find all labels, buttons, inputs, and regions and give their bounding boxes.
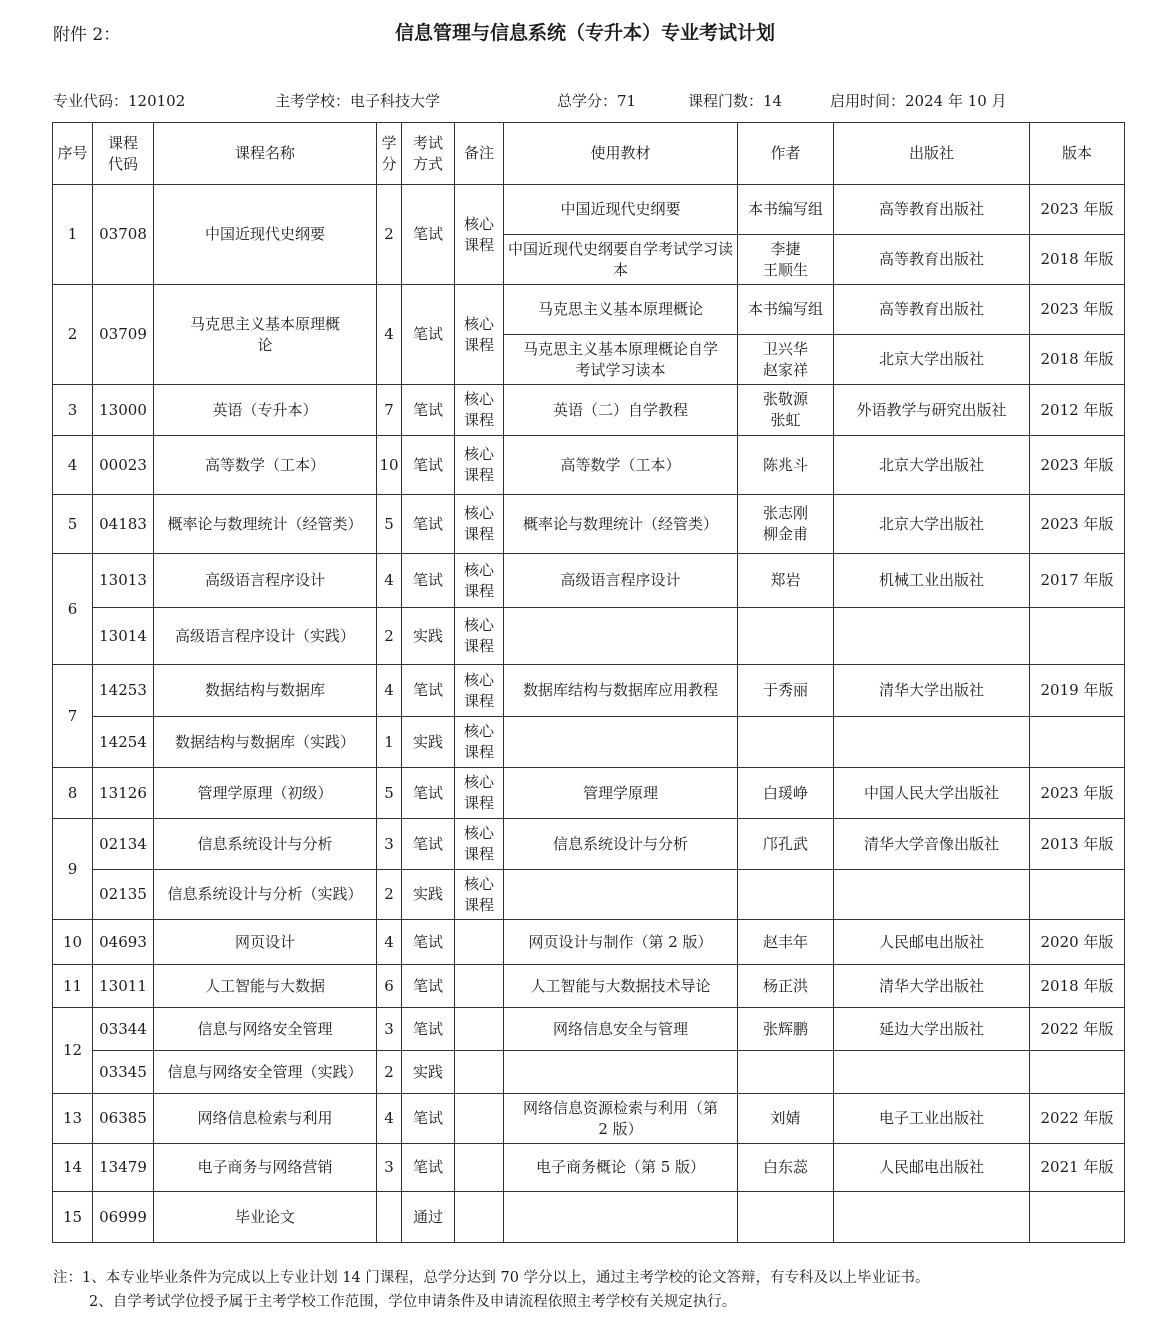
cell-author: 卫兴华 赵家祥 [738,335,834,385]
cell-exam-type: 通过 [402,1192,455,1243]
course-count: 课程门数：14 [688,92,783,110]
cell-publisher: 人民邮电出版社 [834,920,1030,965]
cell-author: 于秀丽 [738,665,834,717]
cell-course-code: 04183 [93,495,154,554]
cell-author: 邝孔武 [738,819,834,870]
cell-course-name: 概率论与数理统计（经管类） [154,495,377,554]
cell-exam-type: 笔试 [402,185,455,285]
cell-author: 张辉鹏 [738,1008,834,1051]
cell-remark: 核心 课程 [455,819,504,870]
cell-edition: 2023 年版 [1030,436,1125,495]
cell-credit: 5 [377,495,402,554]
cell-course-name: 信息与网络安全管理（实践） [154,1051,377,1094]
cell-exam-type: 笔试 [402,554,455,608]
cell-exam-type: 笔试 [402,436,455,495]
cell-credit: 3 [377,819,402,870]
cell-course-name: 管理学原理（初级） [154,768,377,819]
cell-credit: 4 [377,554,402,608]
cell-exam-type: 笔试 [402,920,455,965]
cell-exam-type: 实践 [402,870,455,920]
cell-edition: 2018 年版 [1030,235,1125,285]
cell-author: 杨正洪 [738,965,834,1008]
cell-textbook: 中国近现代史纲要 [504,185,738,235]
cell-credit: 4 [377,285,402,385]
cell-no: 6 [53,554,93,665]
cell-textbook: 网络信息安全与管理 [504,1008,738,1051]
cell-exam-type: 实践 [402,717,455,768]
cell-edition: 2022 年版 [1030,1008,1125,1051]
cell-exam-type: 笔试 [402,385,455,436]
table-row [53,717,1125,768]
cell-edition: 2018 年版 [1030,965,1125,1008]
cell-author: 本书编写组 [738,285,834,335]
cell-textbook: 管理学原理 [504,768,738,819]
cell-publisher: 北京大学出版社 [834,335,1030,385]
cell-textbook: 马克思主义基本原理概论 [504,285,738,335]
cell-author [738,717,834,768]
attachment-label: 附件 2： [53,25,121,45]
cell-exam-type: 笔试 [402,1008,455,1051]
cell-edition: 2019 年版 [1030,665,1125,717]
cell-course-code: 13013 [93,554,154,608]
cell-credit: 7 [377,385,402,436]
cell-textbook: 信息系统设计与分析 [504,819,738,870]
cell-course-code: 13000 [93,385,154,436]
cell-textbook [504,1051,738,1094]
cell-course-code: 13126 [93,768,154,819]
cell-course-code: 06999 [93,1192,154,1243]
cell-remark: 核心 课程 [455,495,504,554]
table-row [53,1144,1125,1192]
col-header-name: 课程名称 [154,123,377,185]
cell-publisher: 清华大学音像出版社 [834,819,1030,870]
col-header-author: 作者 [738,123,834,185]
cell-textbook: 人工智能与大数据技术导论 [504,965,738,1008]
cell-publisher [834,1051,1030,1094]
table-row [53,608,1125,665]
cell-exam-type: 笔试 [402,665,455,717]
cell-course-name: 高级语言程序设计 [154,554,377,608]
table-row [53,870,1125,920]
table-row [53,1192,1125,1243]
cell-remark [455,1144,504,1192]
cell-edition: 2023 年版 [1030,185,1125,235]
cell-edition: 2020 年版 [1030,920,1125,965]
cell-textbook: 高级语言程序设计 [504,554,738,608]
cell-author: 白东蕊 [738,1144,834,1192]
cell-no: 9 [53,819,93,920]
cell-author: 郑岩 [738,554,834,608]
cell-exam-type: 实践 [402,1051,455,1094]
cell-credit: 2 [377,1051,402,1094]
cell-course-name: 信息系统设计与分析 [154,819,377,870]
cell-no: 4 [53,436,93,495]
exam-plan-table [52,122,1125,1243]
cell-author [738,1192,834,1243]
cell-remark: 核心 课程 [455,554,504,608]
cell-edition: 2012 年版 [1030,385,1125,436]
cell-course-name: 数据结构与数据库（实践） [154,717,377,768]
cell-author [738,870,834,920]
cell-publisher: 高等教育出版社 [834,185,1030,235]
cell-course-name: 信息与网络安全管理 [154,1008,377,1051]
cell-course-code: 03344 [93,1008,154,1051]
major-code: 专业代码：120102 [53,92,186,110]
table-row [53,436,1125,495]
table-row [53,285,1125,335]
table-row [53,1094,1125,1144]
cell-credit: 5 [377,768,402,819]
cell-no: 12 [53,1008,93,1094]
cell-credit: 2 [377,185,402,285]
cell-remark: 核心 课程 [455,385,504,436]
cell-course-code: 02134 [93,819,154,870]
cell-remark [455,1051,504,1094]
table-row [53,185,1125,235]
cell-remark [455,1008,504,1051]
cell-textbook: 网页设计与制作（第 2 版） [504,920,738,965]
cell-remark: 核心 课程 [455,436,504,495]
cell-author: 本书编写组 [738,185,834,235]
cell-course-code: 13479 [93,1144,154,1192]
col-header-code: 课程 代码 [93,123,154,185]
col-header-no: 序号 [53,123,93,185]
cell-course-code: 06385 [93,1094,154,1144]
cell-no: 2 [53,285,93,385]
cell-course-name: 毕业论文 [154,1192,377,1243]
cell-textbook [504,1192,738,1243]
cell-edition [1030,1051,1125,1094]
cell-publisher: 电子工业出版社 [834,1094,1030,1144]
cell-exam-type: 笔试 [402,495,455,554]
cell-remark [455,920,504,965]
cell-course-name: 高等数学（工本） [154,436,377,495]
cell-remark [455,1094,504,1144]
cell-publisher [834,1192,1030,1243]
cell-exam-type: 笔试 [402,285,455,385]
cell-textbook: 数据库结构与数据库应用教程 [504,665,738,717]
cell-course-code: 13014 [93,608,154,665]
cell-no: 10 [53,920,93,965]
cell-edition [1030,608,1125,665]
cell-no: 3 [53,385,93,436]
cell-credit: 3 [377,1008,402,1051]
table-row [53,768,1125,819]
cell-publisher [834,870,1030,920]
cell-publisher: 中国人民大学出版社 [834,768,1030,819]
cell-credit: 6 [377,965,402,1008]
cell-course-code: 02135 [93,870,154,920]
cell-credit: 3 [377,1144,402,1192]
cell-textbook [504,717,738,768]
cell-publisher: 清华大学出版社 [834,965,1030,1008]
cell-course-name: 中国近现代史纲要 [154,185,377,285]
cell-exam-type: 笔试 [402,965,455,1008]
cell-no: 13 [53,1094,93,1144]
cell-edition [1030,1192,1125,1243]
cell-credit: 2 [377,608,402,665]
cell-edition [1030,717,1125,768]
cell-remark: 核心 课程 [455,768,504,819]
cell-remark [455,1192,504,1243]
cell-exam-type: 实践 [402,608,455,665]
cell-author [738,1051,834,1094]
cell-publisher: 人民邮电出版社 [834,1144,1030,1192]
table-row [53,1051,1125,1094]
cell-exam-type: 笔试 [402,768,455,819]
cell-author [738,608,834,665]
cell-credit: 2 [377,870,402,920]
cell-publisher [834,717,1030,768]
header-row [53,123,1125,185]
cell-textbook: 马克思主义基本原理概论自学 考试学习读本 [504,335,738,385]
start-date: 启用时间：2024 年 10 月 [830,92,1007,110]
col-header-edition: 版本 [1030,123,1125,185]
cell-exam-type: 笔试 [402,819,455,870]
cell-remark: 核心 课程 [455,285,504,385]
cell-publisher: 清华大学出版社 [834,665,1030,717]
cell-course-code: 13011 [93,965,154,1008]
cell-textbook: 高等数学（工本） [504,436,738,495]
table-row [53,920,1125,965]
cell-course-name: 信息系统设计与分析（实践） [154,870,377,920]
col-header-textbook: 使用教材 [504,123,738,185]
cell-textbook [504,608,738,665]
cell-edition: 2023 年版 [1030,285,1125,335]
cell-publisher: 北京大学出版社 [834,436,1030,495]
cell-publisher: 北京大学出版社 [834,495,1030,554]
cell-edition: 2023 年版 [1030,768,1125,819]
cell-course-name: 电子商务与网络营销 [154,1144,377,1192]
cell-publisher [834,608,1030,665]
table-row [53,495,1125,554]
total-credits: 总学分：71 [557,92,637,110]
cell-edition [1030,870,1125,920]
cell-course-name: 高级语言程序设计（实践） [154,608,377,665]
table-row [53,819,1125,870]
cell-textbook [504,870,738,920]
cell-edition: 2013 年版 [1030,819,1125,870]
cell-remark: 核心 课程 [455,870,504,920]
note-line-2: 2、自学考试学位授予属于主考学校工作范围，学位申请条件及申请流程依照主考学校有关规定执行。 [89,1294,737,1310]
cell-no: 5 [53,495,93,554]
cell-remark: 核心 课程 [455,185,504,285]
col-header-exam: 考试 方式 [402,123,455,185]
cell-publisher: 延边大学出版社 [834,1008,1030,1051]
cell-no: 14 [53,1144,93,1192]
table-row [53,385,1125,436]
cell-course-name: 数据结构与数据库 [154,665,377,717]
cell-textbook: 英语（二）自学教程 [504,385,738,436]
cell-author: 张敬源 张虹 [738,385,834,436]
cell-course-code: 14254 [93,717,154,768]
note-line-1: 注：1、本专业毕业条件为完成以上专业计划 14 门课程，总学分达到 70 学分以上，通过主考学校的论文答辩，有专科及以上毕业证书。 [53,1270,930,1286]
cell-course-code: 14253 [93,665,154,717]
cell-no: 15 [53,1192,93,1243]
cell-publisher: 外语教学与研究出版社 [834,385,1030,436]
cell-course-code: 03708 [93,185,154,285]
cell-exam-type: 笔试 [402,1094,455,1144]
cell-author: 赵丰年 [738,920,834,965]
cell-credit: 4 [377,1094,402,1144]
cell-credit: 4 [377,665,402,717]
table-row [53,965,1125,1008]
cell-no: 8 [53,768,93,819]
cell-remark: 核心 课程 [455,717,504,768]
cell-author: 白瑗峥 [738,768,834,819]
col-header-remark: 备注 [455,123,504,185]
cell-exam-type: 笔试 [402,1144,455,1192]
cell-edition: 2018 年版 [1030,335,1125,385]
cell-credit: 10 [377,436,402,495]
cell-author: 张志刚 柳金甫 [738,495,834,554]
cell-edition: 2021 年版 [1030,1144,1125,1192]
cell-author: 李捷 王顺生 [738,235,834,285]
host-school: 主考学校：电子科技大学 [275,92,441,110]
cell-author: 陈兆斗 [738,436,834,495]
table-row [53,665,1125,717]
cell-course-code: 00023 [93,436,154,495]
cell-course-code: 03709 [93,285,154,385]
cell-course-name: 马克思主义基本原理概 论 [154,285,377,385]
cell-credit: 1 [377,717,402,768]
cell-publisher: 高等教育出版社 [834,235,1030,285]
cell-publisher: 机械工业出版社 [834,554,1030,608]
col-header-publisher: 出版社 [834,123,1030,185]
cell-course-name: 英语（专升本） [154,385,377,436]
document-title: 信息管理与信息系统（专升本）专业考试计划 [394,22,775,44]
cell-credit: 4 [377,920,402,965]
cell-textbook: 电子商务概论（第 5 版） [504,1144,738,1192]
cell-course-name: 人工智能与大数据 [154,965,377,1008]
cell-course-name: 网页设计 [154,920,377,965]
cell-course-code: 04693 [93,920,154,965]
col-header-credit: 学 分 [377,123,402,185]
cell-textbook: 网络信息资源检索与利用（第 2 版） [504,1094,738,1144]
cell-publisher: 高等教育出版社 [834,285,1030,335]
cell-edition: 2017 年版 [1030,554,1125,608]
cell-edition: 2022 年版 [1030,1094,1125,1144]
cell-remark: 核心 课程 [455,608,504,665]
cell-remark: 核心 课程 [455,665,504,717]
cell-edition: 2023 年版 [1030,495,1125,554]
table-row [53,554,1125,608]
cell-author: 刘婧 [738,1094,834,1144]
cell-remark [455,965,504,1008]
cell-course-code: 03345 [93,1051,154,1094]
cell-no: 11 [53,965,93,1008]
cell-textbook: 概率论与数理统计（经管类） [504,495,738,554]
cell-course-name: 网络信息检索与利用 [154,1094,377,1144]
cell-no: 7 [53,665,93,768]
cell-textbook: 中国近现代史纲要自学考试学习读本 [504,235,738,285]
cell-credit [377,1192,402,1243]
cell-no: 1 [53,185,93,285]
table-row [53,1008,1125,1051]
